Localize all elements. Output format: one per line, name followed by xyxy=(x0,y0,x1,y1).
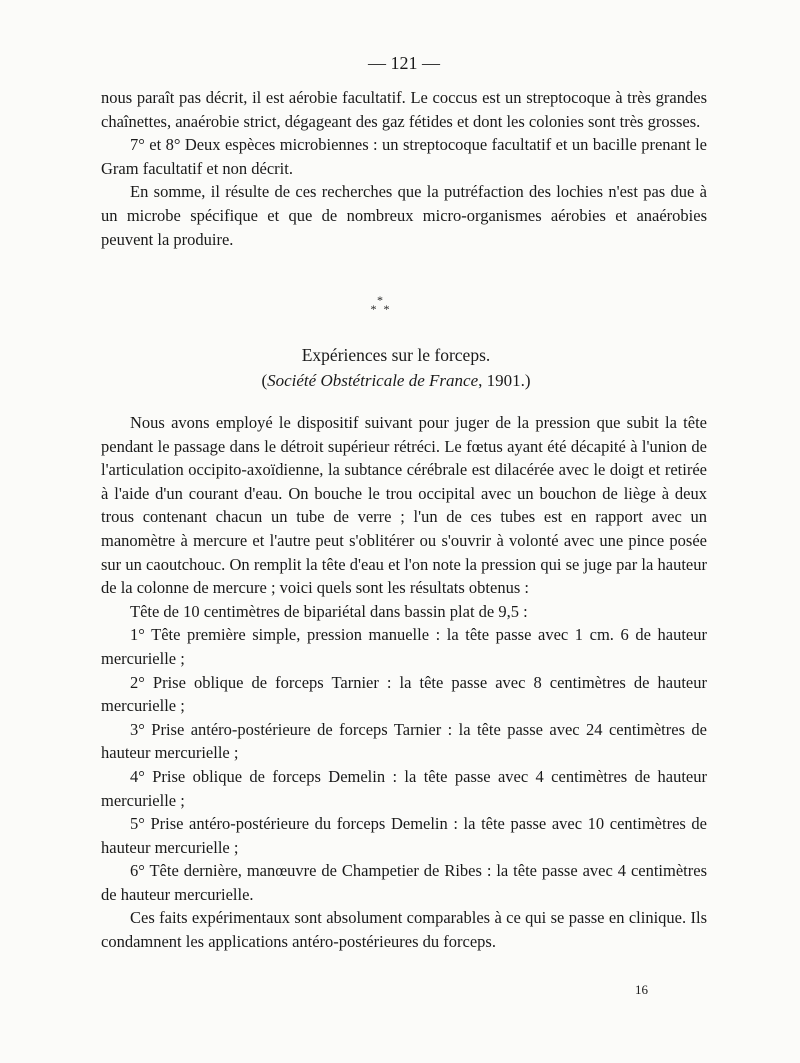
article-source xyxy=(101,369,691,393)
article-title: Expériences sur le forceps. xyxy=(301,345,491,365)
paragraph-method: Nous avons employé le dispositif suivant pour juger de la pression que subit la tête pendant le passage dans le détroit supérieur rétréci. Le fœtus ayant été décapité à l'union de l'articulation occipito-axoïdienne, la subtance cérébrale est dilacérée avec le doigt et retirée à l'aide d'un courant d'eau. On bouche le trou occipital avec un bouchon de liège à deux trous contenant chacun un tube de verre ; l'un de ces tubes est en rapport avec un manomètre à mercure et l'autre peut s'oblitérer ou s'ouvrir à volonté avec une pince posée sur un caoutchouc. On remplit la tête d'eau et l'on note la pression qui se juge par la hauteur de la colonne de mercure ; voici quels sont les résultats obtenus : xyxy=(101,413,707,598)
result-item-1: 1° Tête première simple, pression manuelle : la tête passe avec 1 cm. 6 de hauteur mercurielle ; xyxy=(101,625,707,668)
page-number: — 121 — xyxy=(368,53,440,73)
signature-mark: 16 xyxy=(635,982,648,997)
result-item-6: 6° Tête dernière, manœuvre de Champetier de Ribes : la tête passe avec 4 centimètres de hauteur mercurielle. xyxy=(101,861,707,904)
article-body xyxy=(101,411,707,954)
source-open-paren: ( xyxy=(261,371,268,390)
result-item-2: 2° Prise oblique de forceps Tarnier : la tête passe avec 8 centimètres de hauteur mercurielle ; xyxy=(101,672,707,716)
source-society: Société Obstétricale de France xyxy=(267,371,479,390)
section-separator-asterism: * * * xyxy=(370,293,392,316)
paragraph-setup: Tête de 10 centimètres de bipariétal dans bassin plat de 9,5 : xyxy=(130,601,528,621)
result-item-5: 5° Prise antéro-postérieure du forceps Demelin : la tête passe avec 10 centimètres de hauteur mercurielle ; xyxy=(101,814,707,857)
result-item-3: 3° Prise antéro-postérieure de forceps Tarnier : la tête passe avec 24 centimètres de hauteur mercurielle ; xyxy=(101,719,707,763)
top-text-block xyxy=(101,86,707,251)
book-page xyxy=(101,0,707,1063)
paragraph-item-7-8: 7° et 8° Deux espèces microbiennes : un streptocoque facultatif et un bacille prenant le Gram facultatif et non décrit. xyxy=(101,135,707,178)
source-year: , 1901.) xyxy=(478,371,531,390)
paragraph-conclusion: Ces faits expérimentaux sont absolument comparables à ce qui se passe en clinique. Ils condamnent les applications antéro-postérieures du forceps. xyxy=(101,908,707,952)
paragraph-continuation: nous paraît pas décrit, il est aérobie facultatif. Le coccus est un streptocoque à très grandes chaînettes, anaérobie strict, dégageant des gaz fétides et dont les colonies sont très grosses. xyxy=(101,88,707,131)
paragraph-conclusion: En somme, il résulte de ces recherches que la putréfaction des lochies n'est pas due à un microbe spécifique et que de nombreux micro-organismes aérobies et anaérobies peuvent la produire. xyxy=(101,182,707,249)
result-item-4: 4° Prise oblique de forceps Demelin : la tête passe avec 4 centimètres de hauteur mercurielle ; xyxy=(101,766,707,810)
